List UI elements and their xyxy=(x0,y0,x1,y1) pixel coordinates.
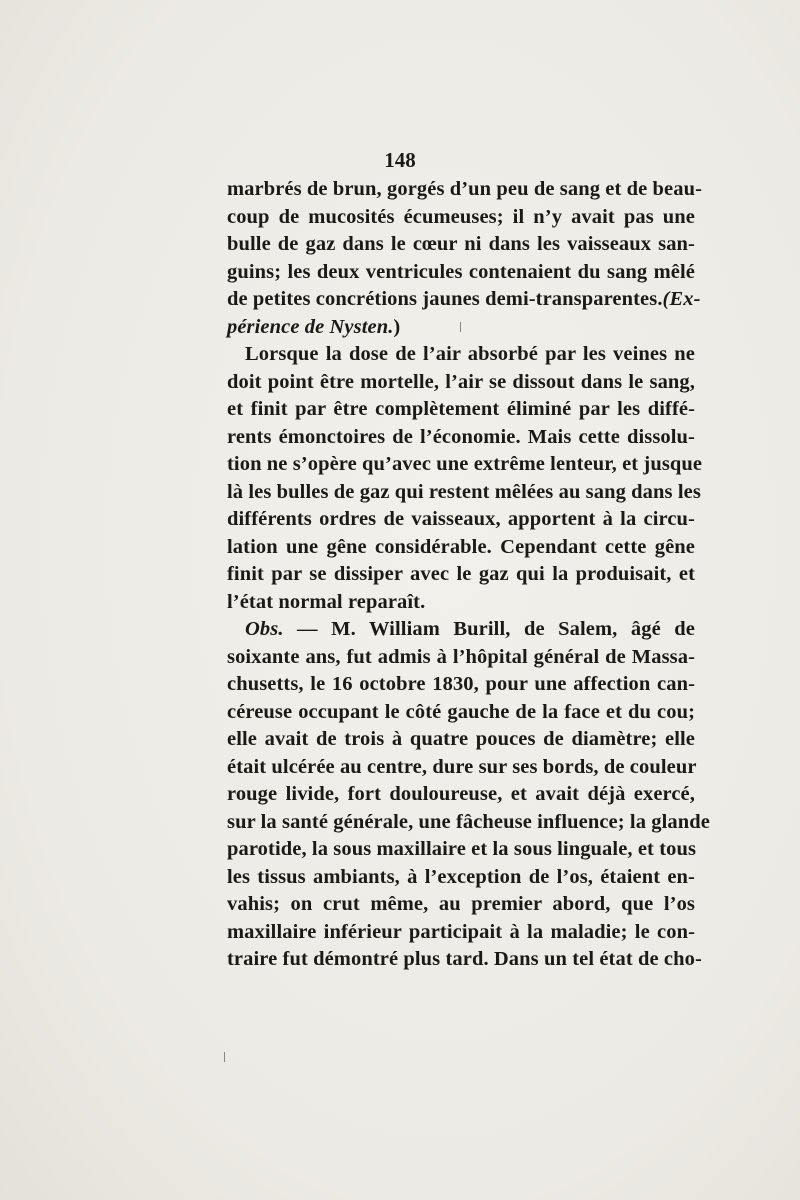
text-segment: elle avait de trois à quatre pouces de diamètre; elle xyxy=(227,728,695,750)
text-segment: traire fut démontré plus tard. Dans un tel état de cho- xyxy=(227,948,702,970)
text-line xyxy=(227,231,695,259)
text-line xyxy=(227,314,695,342)
text-line xyxy=(227,809,710,837)
text-line xyxy=(227,644,695,672)
text-segment: soixante ans, fut admis à l’hôpital général de Massa- xyxy=(227,645,695,668)
text-line xyxy=(227,396,695,424)
text-line xyxy=(227,726,695,754)
text-line xyxy=(227,176,703,204)
text-line xyxy=(227,589,695,617)
text-segment: tion ne s’opère qu’avec une extrême lenteur, et jusque xyxy=(227,453,703,475)
italic-segment: périence de Nysten. xyxy=(227,315,394,338)
text-segment: était ulcérée au centre, dure sur ses bords, de couleur xyxy=(227,755,697,778)
paper-speck xyxy=(224,1052,225,1062)
text-segment: doit point être mortelle, l’air se dissout dans le sang, xyxy=(227,370,695,393)
text-segment: là les bulles de gaz qui restent mêlées au sang dans les xyxy=(227,480,701,503)
text-segment: marbrés de brun, gorgés d’un peu de sang et de beau- xyxy=(227,178,703,200)
text-line xyxy=(227,561,695,589)
text-line xyxy=(227,616,695,644)
text-line xyxy=(227,754,695,782)
text-line xyxy=(227,369,695,397)
text-line xyxy=(227,341,695,369)
text-segment: lation une gêne considérable. Cependant cette gêne xyxy=(227,535,695,558)
text-segment: l’état normal reparaît. xyxy=(227,590,426,613)
text-segment: les tissus ambiants, à l’exception de l’os, étaient en- xyxy=(227,865,695,888)
text-line xyxy=(227,286,701,314)
text-segment: rouge livide, fort douloureuse, et avait déjà exercé, xyxy=(227,783,695,805)
text-segment: différents ordres de vaisseaux, apportent à la circu- xyxy=(227,508,695,530)
page-number: 148 xyxy=(384,148,416,172)
text-line xyxy=(227,836,695,864)
text-line xyxy=(227,891,695,919)
text-line xyxy=(227,671,695,699)
text-line xyxy=(227,699,695,727)
text-line xyxy=(227,204,695,232)
text-segment: guins; les deux ventricules contenaient du sang mêlé xyxy=(227,260,695,283)
text-segment: de petites concrétions jaunes demi-transparentes. xyxy=(227,288,663,310)
text-line xyxy=(227,781,695,809)
text-segment: chusetts, le 16 octobre 1830, pour une affection can- xyxy=(227,673,695,695)
text-segment: et finit par être complètement éliminé par les diffé- xyxy=(227,398,695,420)
body-text xyxy=(227,176,710,974)
text-segment: sur la santé générale, une fâcheuse influence; la glande xyxy=(227,810,710,833)
text-line xyxy=(227,451,703,479)
text-line xyxy=(227,506,695,534)
text-segment: maxillaire inférieur participait à la maladie; le con- xyxy=(227,920,695,943)
text-line xyxy=(227,864,695,892)
text-segment: Lorsque la dose de l’air absorbé par les veines ne xyxy=(245,343,695,365)
text-segment: ) xyxy=(393,315,401,338)
text-line xyxy=(227,946,702,974)
italic-segment: Obs. xyxy=(245,618,284,640)
text-line xyxy=(227,479,701,507)
text-segment: vahis; on crut même, au premier abord, que l’os xyxy=(227,893,695,915)
text-segment: rents émonctoires de l’économie. Mais cette dissolu- xyxy=(227,425,695,448)
paper-speck xyxy=(460,322,461,332)
text-segment: parotide, la sous maxillaire et la sous linguale, et tous xyxy=(227,838,697,860)
text-line xyxy=(227,919,695,947)
text-segment: céreuse occupant le côté gauche de la face et du cou; xyxy=(227,700,695,723)
text-segment: bulle de gaz dans le cœur ni dans les vaisseaux san- xyxy=(227,233,695,255)
text-segment: — M. William Burill, de Salem, âgé de xyxy=(283,618,695,640)
text-segment: coup de mucosités écumeuses; il n’y avait pas une xyxy=(227,205,695,228)
text-line xyxy=(227,534,695,562)
text-line xyxy=(227,424,695,452)
text-line xyxy=(227,259,695,287)
italic-segment: (Ex- xyxy=(662,288,701,310)
text-segment: finit par se dissiper avec le gaz qui la produisait, et xyxy=(227,563,695,585)
